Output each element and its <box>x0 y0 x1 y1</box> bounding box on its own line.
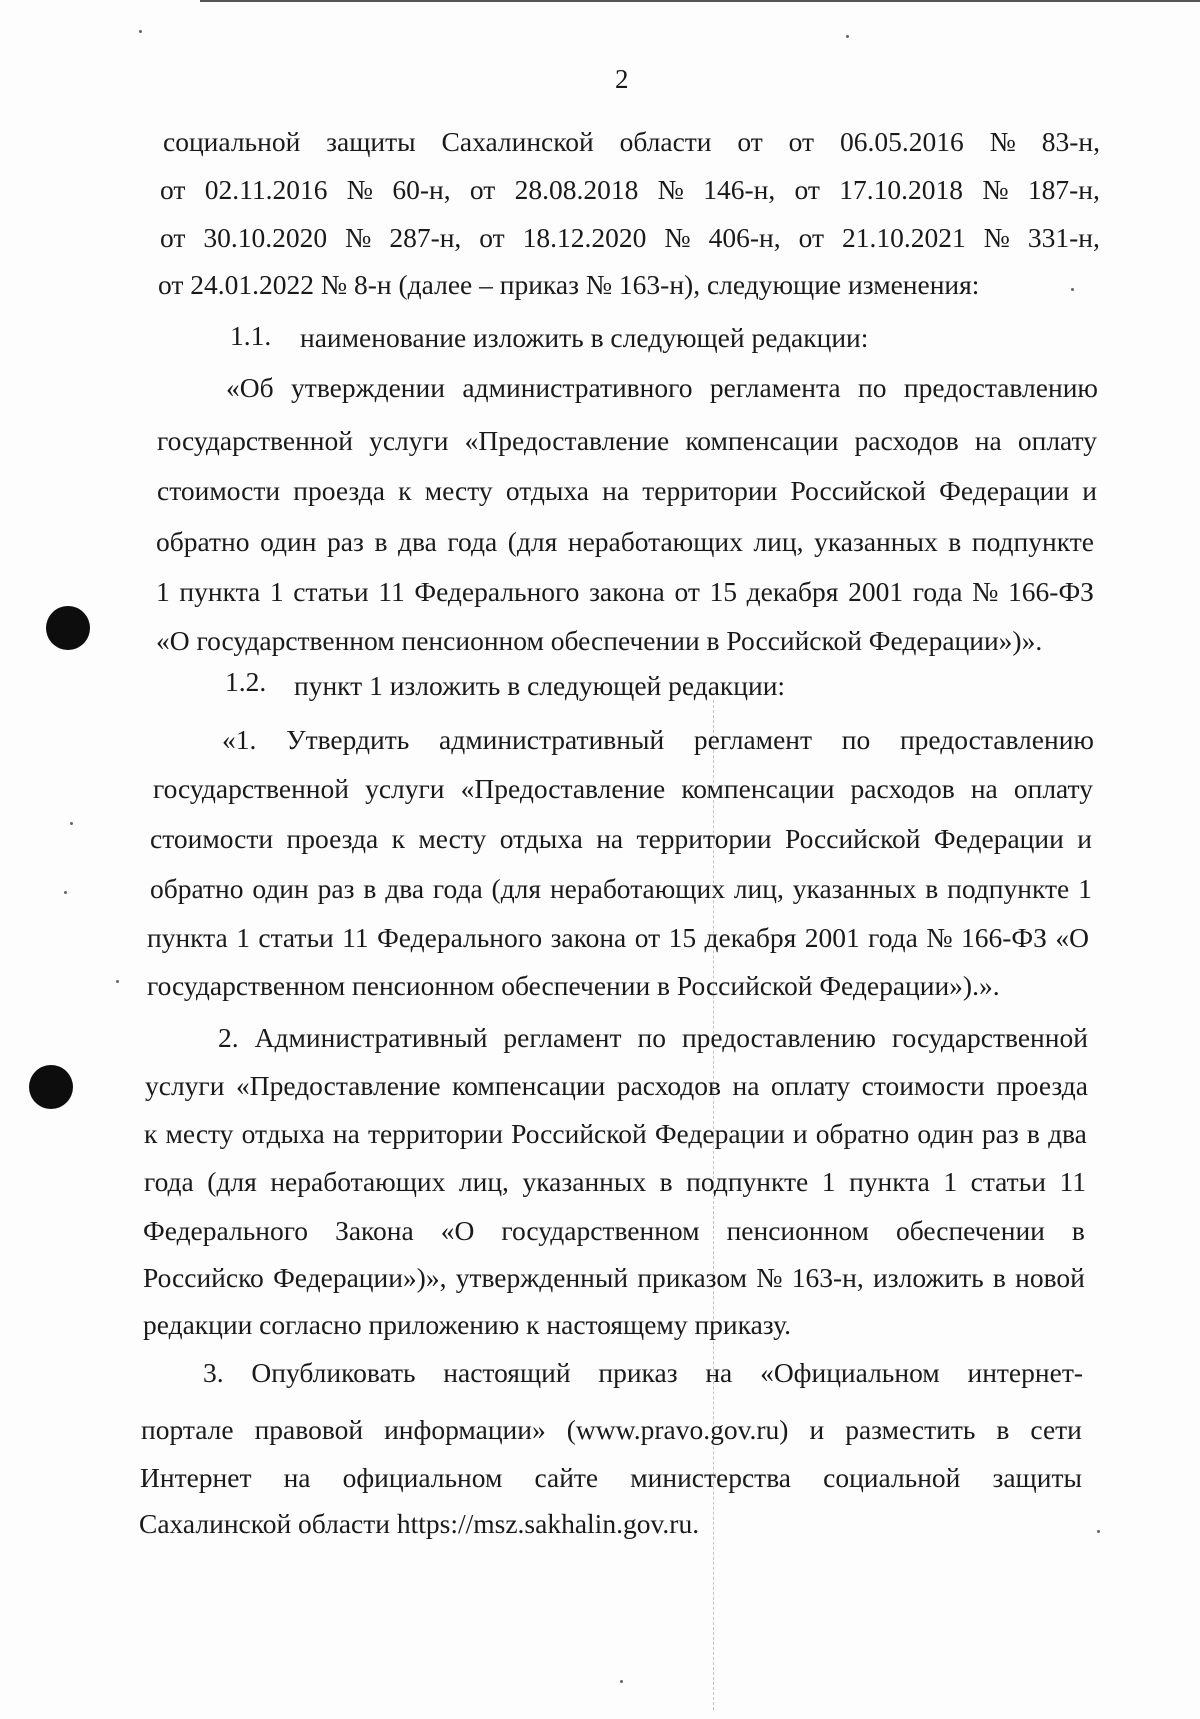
word: территории <box>636 823 772 854</box>
word: 1 <box>1078 873 1092 904</box>
scan-speck <box>846 35 849 38</box>
word: «О <box>440 1215 475 1246</box>
word: оплату <box>1017 425 1097 456</box>
word: и <box>1077 823 1092 854</box>
word: расходов <box>854 425 959 456</box>
word: декабря <box>746 576 839 607</box>
word: Федерации»)», <box>273 1262 447 1293</box>
word: неработающих <box>270 1166 446 1197</box>
word: «О <box>1055 922 1089 953</box>
word: Российской <box>790 475 926 506</box>
scan-speck <box>64 891 67 894</box>
word: обратно <box>815 1118 910 1149</box>
word: Федерального <box>414 576 580 607</box>
word: регламента <box>709 372 841 403</box>
text-line <box>143 1215 1085 1247</box>
word: Интернет <box>140 1462 252 1493</box>
text-line <box>143 1262 1085 1294</box>
word: Российской <box>784 823 921 854</box>
word: проезда <box>996 1070 1088 1101</box>
word: 11 <box>1059 1166 1086 1197</box>
word: 1 <box>943 1166 958 1197</box>
word: 30.10.2020 <box>203 222 328 253</box>
word: раз <box>317 873 355 904</box>
word: 60-н, <box>392 174 451 205</box>
text-line: от 24.01.2022 № 8-н (далее – приказ № 163-н), следующие изменения: <box>158 269 980 300</box>
word: административного <box>462 372 693 403</box>
word: стоимости <box>150 823 274 854</box>
word: на <box>732 1070 760 1101</box>
word: министерства <box>630 1462 792 1493</box>
word: проезда <box>293 475 385 506</box>
page-number: 2 <box>615 64 629 94</box>
text-line <box>160 222 1100 254</box>
word: Административный <box>254 1022 488 1053</box>
word: № <box>345 222 372 253</box>
word: года <box>912 576 963 607</box>
word: защиты <box>326 126 416 157</box>
word: настоящий <box>443 1357 571 1388</box>
word: два <box>1048 1118 1087 1149</box>
text-line <box>156 526 1094 558</box>
word: отдыха <box>499 823 583 854</box>
word: закона <box>589 576 665 607</box>
text-line <box>145 1070 1088 1102</box>
word: предоставлению <box>899 724 1094 755</box>
word: информации» <box>384 1414 546 1445</box>
punch-hole-lower <box>29 1065 73 1109</box>
text-line <box>144 1166 1086 1198</box>
word: области <box>619 126 712 157</box>
word: года <box>447 526 498 557</box>
word: предоставлению <box>903 372 1098 403</box>
word: указанных <box>792 873 917 904</box>
word: 83-н, <box>1041 126 1100 157</box>
word: в <box>363 873 377 904</box>
word: расходов <box>616 1070 721 1101</box>
word: 3. <box>203 1357 224 1388</box>
word: и <box>792 1118 808 1149</box>
word: 18.12.2020 <box>522 222 647 253</box>
word: 2001 <box>848 576 904 607</box>
word: два <box>398 526 437 557</box>
word: (для <box>491 873 542 904</box>
word: Федерации <box>654 1118 785 1149</box>
word: № <box>989 126 1016 157</box>
scan-top-edge <box>200 0 1200 2</box>
word: неработающих <box>567 526 743 557</box>
word: к <box>391 823 405 854</box>
word: к <box>398 475 412 506</box>
word: 15 <box>668 922 697 953</box>
word: подпункте <box>971 526 1094 557</box>
text-line <box>150 873 1092 905</box>
word: обратно <box>156 526 250 557</box>
word: № <box>982 174 1009 205</box>
word: приказ <box>598 1357 678 1388</box>
word: статьи <box>970 1166 1046 1197</box>
word: новой <box>1015 1262 1085 1293</box>
text-line <box>218 1022 1088 1054</box>
scan-speck <box>620 1680 623 1683</box>
word: и <box>809 1414 825 1445</box>
word: услуги <box>369 425 449 456</box>
word: «Об <box>226 372 274 403</box>
word: регламент <box>693 724 813 755</box>
word: и <box>1082 475 1097 506</box>
word: компенсации <box>681 773 835 804</box>
text-line <box>147 922 1089 954</box>
text-line: редакции согласно приложению к настоящему приказу. <box>143 1309 791 1340</box>
word: социальной <box>163 126 301 157</box>
word: месту <box>424 475 493 506</box>
word: государственной <box>153 773 349 804</box>
word: месту <box>165 1118 234 1149</box>
punch-hole-upper <box>46 606 90 650</box>
word: расходов <box>850 773 955 804</box>
word: государственном <box>501 1215 700 1246</box>
word: (www.pravo.gov.ru) <box>566 1414 789 1445</box>
word: компенсации <box>452 1070 606 1101</box>
word: пенсионном <box>726 1215 869 1246</box>
word: № <box>664 222 691 253</box>
word: «Официальном <box>760 1357 940 1388</box>
word: на <box>602 475 630 506</box>
word: пункта <box>179 576 261 607</box>
word: подпункте <box>947 873 1070 904</box>
word: в <box>996 1414 1010 1445</box>
word: закона <box>550 922 627 953</box>
word: 146-н, <box>703 174 776 205</box>
word: обеспечении <box>895 1215 1045 1246</box>
text-line: наименование изложить в следующей редакции: <box>300 322 869 353</box>
word: указанных <box>522 1166 647 1197</box>
word: лиц, <box>733 873 784 904</box>
word: 1 <box>269 576 284 607</box>
word: № <box>756 1262 783 1293</box>
word: в <box>374 526 388 557</box>
word: от <box>634 922 661 953</box>
word: на <box>974 425 1002 456</box>
word: по <box>841 724 871 755</box>
word: приказом <box>637 1262 748 1293</box>
word: 287-н, <box>389 222 462 253</box>
word: территории <box>642 475 778 506</box>
word: услуги <box>365 773 445 804</box>
word: статьи <box>293 576 369 607</box>
word: регламент <box>503 1022 622 1053</box>
word: Федерального <box>143 1215 309 1246</box>
word: от <box>798 222 824 253</box>
scan-speck <box>1097 1530 1100 1533</box>
word: защиты <box>992 1462 1082 1493</box>
scan-speck <box>116 980 119 983</box>
word: сети <box>1030 1414 1082 1445</box>
word: от <box>469 174 496 205</box>
word: утверждении <box>291 372 445 403</box>
word: правовой <box>254 1414 364 1445</box>
word: государственной <box>157 425 353 456</box>
word: 11 <box>342 922 369 953</box>
word: утвержденный <box>455 1262 629 1293</box>
word: Федерального <box>377 922 543 953</box>
word: пункта <box>849 1166 930 1197</box>
word: один <box>917 1118 974 1149</box>
word: административный <box>439 724 665 755</box>
word: территории <box>367 1118 503 1149</box>
word: Утвердить <box>286 724 410 755</box>
word: портале <box>141 1414 234 1445</box>
word: 2001 <box>804 922 860 953</box>
word: разместить <box>845 1414 976 1445</box>
scan-speck <box>139 30 142 33</box>
word: месту <box>418 823 487 854</box>
word: № <box>926 922 953 953</box>
word: услуги <box>145 1070 225 1101</box>
scan-speck <box>1071 288 1074 291</box>
text-line: «О государственном пенсионном обеспечении в Российской Федерации»)». <box>156 625 1043 656</box>
text-line: пункт 1 изложить в следующей редакции: <box>294 670 786 701</box>
word: года <box>432 873 483 904</box>
word: к <box>144 1118 158 1149</box>
word: в <box>992 1262 1006 1293</box>
word: стоимости <box>861 1070 985 1101</box>
word: на <box>283 1462 311 1493</box>
word: Федерации <box>939 475 1070 506</box>
word: 166-ФЗ <box>961 922 1047 953</box>
word: в <box>1026 1118 1040 1149</box>
word: 2. <box>218 1022 239 1053</box>
word: 06.05.2016 <box>839 126 964 157</box>
word: один <box>252 873 309 904</box>
word: № <box>972 576 999 607</box>
text-line <box>153 773 1093 805</box>
word: на <box>705 1357 733 1388</box>
word: от <box>160 174 186 205</box>
text-line <box>226 372 1098 404</box>
word: 406-н, <box>708 222 781 253</box>
text-line <box>157 475 1097 507</box>
item-number: 1.2. <box>225 666 267 697</box>
word: оплату <box>1013 773 1093 804</box>
word: № <box>346 174 374 205</box>
word: от <box>737 126 763 157</box>
word: от <box>160 222 186 253</box>
word: лиц, <box>458 1166 509 1197</box>
word: декабря <box>704 922 797 953</box>
word: 28.08.2018 <box>514 174 639 205</box>
word: изложить <box>873 1262 984 1293</box>
word: отдыха <box>241 1118 325 1149</box>
word: года <box>868 922 918 953</box>
word: «Предоставление <box>460 773 666 804</box>
word: официальном <box>342 1462 503 1493</box>
word: сайте <box>534 1462 599 1493</box>
word: пункта <box>147 922 228 953</box>
word: неработающих <box>549 873 725 904</box>
text-line <box>160 174 1100 206</box>
word: на <box>332 1118 360 1149</box>
word: подпункте <box>686 1166 809 1197</box>
word: 02.11.2016 <box>204 174 328 205</box>
word: раз <box>981 1118 1019 1149</box>
word: лиц, <box>753 526 804 557</box>
word: «Предоставление <box>235 1070 441 1101</box>
text-line <box>156 576 1094 608</box>
word: на <box>970 773 998 804</box>
word: 1 <box>821 1166 836 1197</box>
word: по <box>858 372 887 403</box>
text-line <box>222 724 1094 756</box>
word: Закона <box>335 1215 414 1246</box>
text-line <box>140 1462 1082 1494</box>
word: интернет- <box>967 1357 1083 1388</box>
word: по <box>637 1022 666 1053</box>
word: (для <box>207 1166 257 1197</box>
word: 187-н, <box>1027 174 1100 205</box>
word: Российской <box>511 1118 647 1149</box>
word: 163-н, <box>791 1262 864 1293</box>
word: обратно <box>150 873 244 904</box>
word: предоставлению <box>681 1022 876 1053</box>
word: стоимости <box>157 475 281 506</box>
word: 15 <box>709 576 737 607</box>
word: «1. <box>222 724 257 755</box>
word: в <box>1071 1215 1085 1246</box>
word: в <box>659 1166 673 1197</box>
word: Российско <box>143 1262 264 1293</box>
word: статьи <box>258 922 334 953</box>
word: оплату <box>771 1070 851 1101</box>
text-line <box>163 126 1100 158</box>
text-line <box>150 823 1092 855</box>
word: компенсации <box>685 425 839 456</box>
word: два <box>385 873 425 904</box>
word: от <box>479 222 505 253</box>
word: раз <box>327 526 364 557</box>
word: отдыха <box>505 475 589 506</box>
word: «Предоставление <box>464 425 670 456</box>
word: один <box>260 526 317 557</box>
word: (для <box>507 526 558 557</box>
word: социальной <box>823 1462 961 1493</box>
scan-speck <box>70 822 73 825</box>
word: 1 <box>156 576 170 607</box>
word: Сахалинской <box>441 126 594 157</box>
word: 11 <box>378 576 405 607</box>
item-number: 1.1. <box>230 320 272 351</box>
word: государственной <box>891 1022 1088 1053</box>
text-line: Сахалинской области https://msz.sakhalin.gov.ru. <box>139 1508 700 1539</box>
word: в <box>948 526 962 557</box>
word: 331-н, <box>1027 222 1100 253</box>
word: в <box>925 873 939 904</box>
word: на <box>596 823 624 854</box>
word: 17.10.2018 <box>839 174 964 205</box>
word: Федерации <box>933 823 1064 854</box>
word: проезда <box>286 823 379 854</box>
word: года <box>144 1166 194 1197</box>
word: 166-ФЗ <box>1008 576 1094 607</box>
word: от <box>794 174 820 205</box>
word: № <box>657 174 684 205</box>
word: указанных <box>814 526 938 557</box>
word: от <box>674 576 700 607</box>
text-line <box>157 425 1097 457</box>
text-line <box>141 1414 1082 1446</box>
word: Опубликовать <box>251 1357 416 1388</box>
word: 1 <box>236 922 250 953</box>
word: № <box>983 222 1010 253</box>
text-line: государственном пенсионном обеспечении в Российской Федерации»).». <box>147 970 1000 1001</box>
text-line <box>144 1118 1087 1150</box>
word: 21.10.2021 <box>841 222 966 253</box>
word: от <box>788 126 815 157</box>
text-line <box>203 1357 1083 1389</box>
